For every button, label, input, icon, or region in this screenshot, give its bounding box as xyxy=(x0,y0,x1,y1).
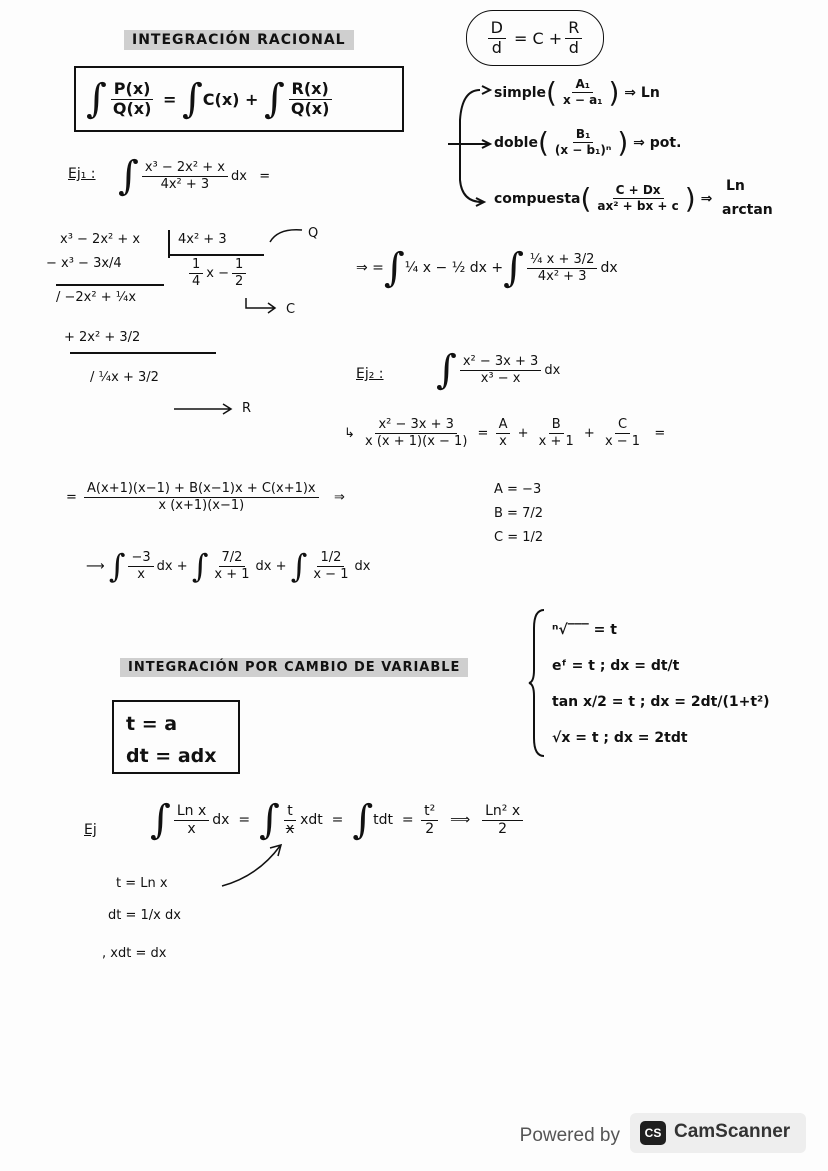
type-doble-result: pot. xyxy=(649,134,682,151)
division-R: R xyxy=(565,20,582,39)
type-doble-num: B₁ xyxy=(573,128,593,143)
substitution-box-line1: t = a xyxy=(126,713,178,735)
section-title-cambio-variable: INTEGRACIÓN POR CAMBIO DE VARIABLE xyxy=(120,658,468,677)
final2-dx: dx xyxy=(255,558,272,574)
example2-combined: = $\frac{A(x+1)(x-1) + B(x-1)x + C(x+1)x}{x (x+1)(x-1)}$ ⇒ xyxy=(66,481,345,513)
type-simple-result: Ln xyxy=(640,84,660,101)
combined-den: x (x+1)(x−1) xyxy=(158,497,245,513)
final1-num: −3 xyxy=(128,551,153,567)
substitution-arrow xyxy=(218,840,288,890)
type-doble-label: doble xyxy=(494,134,538,151)
ex3-den3: 2 xyxy=(425,820,435,837)
decomp-A-num: A xyxy=(496,418,511,434)
example1-result-term2-num: ¼ x + 3/2 xyxy=(527,253,598,269)
ex3-sub2: dt = 1/x dx xyxy=(108,908,181,923)
formula-C: C(x) xyxy=(202,89,240,109)
example1-den: 4x² + 3 xyxy=(160,176,210,192)
division-R-arrow xyxy=(172,402,236,416)
example2-dx: dx xyxy=(544,362,561,378)
example2-integral: ∫ $\frac{\text{x² − 3x + 3}}{\text{x³ − x}}$ dx xyxy=(436,347,561,393)
quot-b-den: 2 xyxy=(235,273,244,289)
coef-A: A = −3 xyxy=(494,482,542,497)
example1-num: x³ − 2x² + x xyxy=(142,161,228,177)
camscanner-badge xyxy=(630,1113,806,1153)
example2-final: ⟶ ∫ $\frac{-3}{x}$ dx + ∫ $\frac{7/2}{x + 1}$ dx + ∫ $\frac{1/2}{x - 1}$ dx xyxy=(86,547,371,585)
ex3-den2: x xyxy=(285,820,295,837)
ex3-num4: Ln² x xyxy=(482,804,523,821)
substitution-box xyxy=(112,700,240,774)
example1-equals: = xyxy=(259,168,271,184)
final1-den: x xyxy=(137,566,145,582)
final2-den: x + 1 xyxy=(214,566,250,582)
decomp-B-num: B xyxy=(549,418,564,434)
formula-Q2: Q(x) xyxy=(290,98,330,118)
type-compuesta-result-arctan: arctan xyxy=(722,202,773,218)
decomp-C-den: x − 1 xyxy=(604,433,641,449)
division-label-C: C xyxy=(286,302,296,317)
type-compuesta-label: compuesta xyxy=(494,190,581,207)
ex3-den4: 2 xyxy=(498,820,508,837)
cases-brace xyxy=(528,608,548,758)
coef-C: C = 1/2 xyxy=(494,530,544,545)
division-d: d xyxy=(491,37,502,57)
division-Q-arrow xyxy=(268,222,308,246)
example3-label: Ej xyxy=(84,822,97,838)
camscanner-logo-icon: CS xyxy=(640,1121,666,1145)
combined-num: A(x+1)(x−1) + B(x−1)x + C(x+1)x xyxy=(84,482,319,498)
type-compuesta-num: C + Dx xyxy=(613,184,664,199)
quot-x: x − xyxy=(206,265,229,281)
type-compuesta: compuesta ( $\frac{C + Dx}{\text{ax² + bx + c}}$ ) ⇒ xyxy=(494,182,713,215)
types-branch-arrows xyxy=(440,80,500,210)
division-sub2: + 2x² + 3/2 xyxy=(64,330,141,345)
ex3-sub1: t = Ln x xyxy=(116,876,168,891)
final3-num: 1/2 xyxy=(317,551,344,567)
formula-Q: Q(x) xyxy=(112,98,152,118)
formula-P: P(x) xyxy=(111,81,154,100)
section-title-integracion-racional: INTEGRACIÓN RACIONAL xyxy=(124,30,354,50)
example2-den: x³ − x xyxy=(480,370,521,386)
example3-chain: ∫ $\frac{\text{Ln x}}{x}$ dx = ∫ $\frac{t}{x}$ xdt = ∫ tdt = $\frac{\text{t²}}{2}$ ⟹ $\frac{\text{Ln² x}}{2}$ xyxy=(150,800,526,840)
type-simple-label: simple xyxy=(494,84,547,101)
case-root: ⁿ√‾‾‾ = t xyxy=(552,622,617,638)
division-quotient xyxy=(186,258,249,288)
example1-result-term2-den: 4x² + 3 xyxy=(537,268,587,284)
example1-result-term1: ¼ x − ½ dx + xyxy=(404,260,504,276)
division-rem1: / −2x² + ¼x xyxy=(56,290,137,305)
division-sub1: − x³ − 3x/4 xyxy=(46,256,122,271)
final3-dx: dx xyxy=(354,558,371,574)
division-C-arrow xyxy=(244,296,280,316)
type-simple-den: x − a₁ xyxy=(562,93,603,107)
example1-integral: ∫ $\frac{\text{x³ − 2x² + x}}{\text{4x² + 3}}$ dx = xyxy=(118,153,271,199)
division-divisor: 4x² + 3 xyxy=(178,232,227,247)
ex3-sub3: , xdt = dx xyxy=(102,946,167,961)
decomp-lhs-num: x² − 3x + 3 xyxy=(375,418,456,434)
type-compuesta-den: ax² + bx + c xyxy=(597,199,679,213)
ex3-num3: t² xyxy=(421,804,438,821)
quot-a-den: 4 xyxy=(192,273,201,289)
type-doble: doble ( $\frac{\text{B₁}}{\text{(x − b₁)ⁿ}}$ ) ⇒ pot. xyxy=(494,126,682,159)
example2-label: Ej₂ : xyxy=(356,366,384,382)
division-label-Q: Q xyxy=(308,226,319,241)
example1-result: ⇒ = ∫ ¼ x − ½ dx + ∫ $\frac{\text{¼ x + 3/2}}{\text{4x² + 3}}$ dx xyxy=(356,245,618,291)
example2-decomposition: ↳ $\frac{\text{x² − 3x + 3}}{x (x + 1)(x - 1)}$ = $\frac{A}{x}$ + $\frac{B}{x + 1}$ + $\frac{C}{x - 1}$ = xyxy=(344,417,666,449)
type-simple-num: A₁ xyxy=(572,78,593,93)
division-D: D xyxy=(488,20,506,39)
type-doble-den: (x − b₁)ⁿ xyxy=(554,143,612,157)
case-tan: tan x/2 = t ; dx = 2dt/(1+t²) xyxy=(552,694,770,710)
example1-result-dx: dx xyxy=(600,260,618,276)
formula-R: R(x) xyxy=(289,81,332,100)
division-d2: d xyxy=(568,37,579,57)
division-label-R: R xyxy=(242,401,252,416)
final1-dx: dx xyxy=(156,558,173,574)
division-formula: $\frac{D}{d}$ = C + $\frac{R}{d}$ xyxy=(466,10,604,66)
example1-result-prefix: ⇒ = xyxy=(356,260,384,276)
powered-by-text: Powered by xyxy=(519,1125,620,1146)
final3-den: x − 1 xyxy=(313,566,349,582)
decomp-lhs-den: x (x + 1)(x − 1) xyxy=(365,433,468,449)
coef-B: B = 7/2 xyxy=(494,506,543,521)
division-C: C xyxy=(532,28,544,48)
type-simple: simple ( $\frac{\text{A₁}}{\text{x − a₁}}$ ) ⇒ Ln xyxy=(494,76,660,109)
main-formula-box: ∫ $\frac{P(x)}{Q(x)}$ = ∫ C(x) + ∫ $\frac{R(x)}{Q(x)}$ xyxy=(74,66,404,132)
case-sqrt: √x = t ; dx = 2tdt xyxy=(552,730,688,746)
ex3-num1: Ln x xyxy=(174,804,209,821)
quot-a-num: 1 xyxy=(189,258,203,274)
case-exp: eᶠ = t ; dx = dt/t xyxy=(552,658,680,674)
ex3-den1: x xyxy=(187,820,196,837)
ex3-tdt: tdt xyxy=(373,812,394,828)
type-compuesta-result-ln: Ln xyxy=(726,178,745,194)
division-rem2: / ¼x + 3/2 xyxy=(90,370,159,385)
substitution-box-line2: dt = adx xyxy=(126,745,217,767)
division-bar-horizontal xyxy=(168,254,264,256)
example2-num: x² − 3x + 3 xyxy=(460,355,541,371)
final2-num: 7/2 xyxy=(219,551,246,567)
ex3-num2: t xyxy=(284,804,296,821)
division-line-2 xyxy=(70,352,216,354)
decomp-B-den: x + 1 xyxy=(538,433,574,449)
decomp-C-num: C xyxy=(615,418,630,434)
decomp-A-den: x xyxy=(499,433,507,449)
ex3-xdt: xdt xyxy=(300,812,323,828)
example1-label: Ej₁ : xyxy=(68,166,96,182)
example1-dx: dx xyxy=(230,168,247,184)
combined-arrow: ⇒ xyxy=(334,489,345,505)
camscanner-brand: CamScanner xyxy=(674,1121,791,1142)
quot-b-num: 1 xyxy=(232,258,246,274)
division-line-1 xyxy=(56,284,164,286)
division-dividend: x³ − 2x² + x xyxy=(60,232,141,247)
